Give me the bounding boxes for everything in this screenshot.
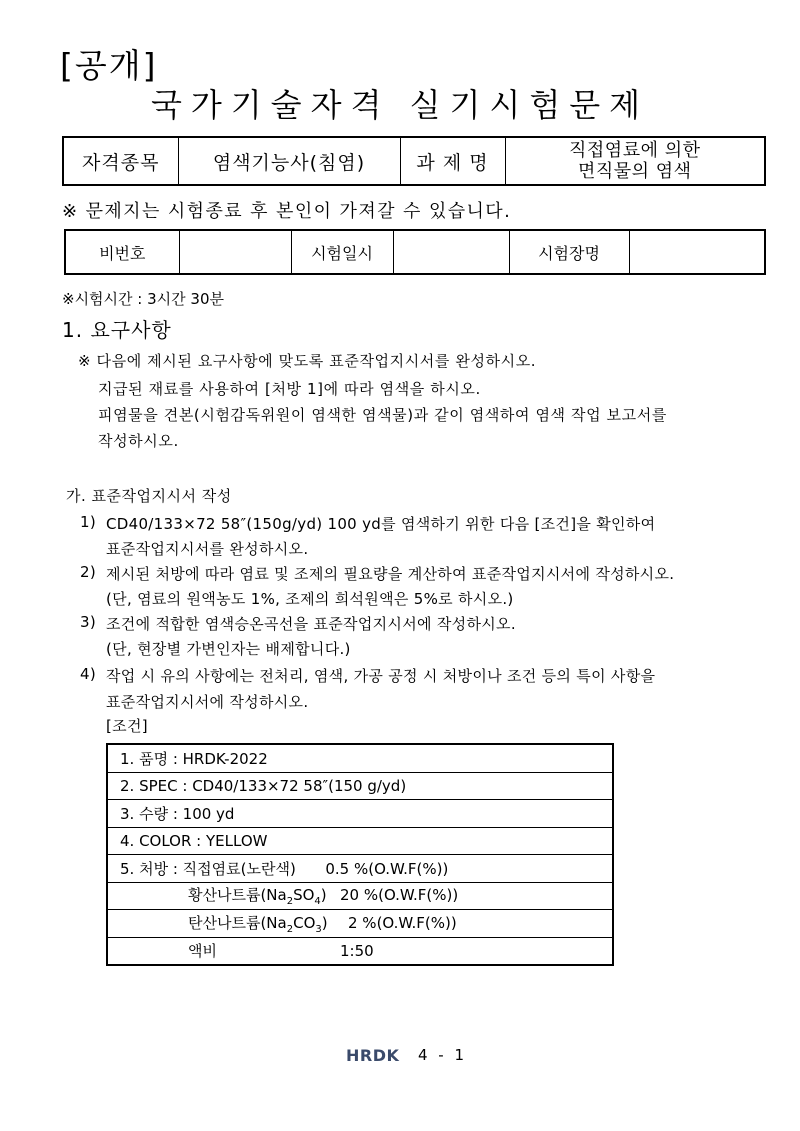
qualification-label: 자격종목 [63, 137, 178, 185]
recipe-name: 직접염료(노란색) [182, 859, 296, 878]
item-line: (단, 현장별 가변인자는 배제합니다.) [106, 640, 351, 658]
recipe-value: 2 %(O.W.F(%)) [348, 913, 457, 932]
requirement-line: ※ 다음에 제시된 요구사항에 맞도록 표준작업지시서를 완성하시오. [78, 352, 537, 370]
item-line: 작업 시 유의 사항에는 전처리, 염색, 가공 공정 시 처방이나 조건 등의 특이 사항을 [106, 667, 656, 685]
hrdk-logo-icon [346, 1046, 408, 1064]
condition-row: 3. 수량 : 100 yd [107, 800, 613, 828]
recipe-name: ) [321, 913, 328, 932]
recipe-value: 20 %(O.W.F(%)) [340, 886, 459, 905]
condition-row: 2. SPEC : CD40/133×72 58″(150 g/yd) [107, 772, 613, 800]
number-label: 비번호 [65, 230, 179, 274]
recipe-prefix: 5. 처방 : [120, 859, 183, 878]
exam-id-table [64, 229, 766, 275]
task-value [505, 137, 765, 185]
recipe-name: 탄산나트륨(Na [188, 913, 287, 932]
subsection-title: 가. 표준작업지시서 작성 [66, 487, 232, 505]
conditions-label: [조건] [106, 717, 148, 735]
condition-row: 4. COLOR : YELLOW [107, 827, 613, 855]
page-footer [346, 1046, 467, 1064]
condition-row [107, 937, 613, 965]
condition-row [107, 882, 613, 910]
item-line: 조건에 적합한 염색승온곡선을 표준작업지시서에 작성하시오. [106, 615, 516, 633]
conditions-table [106, 743, 614, 966]
subscript: 4 [314, 896, 321, 908]
date-value[interactable] [393, 230, 509, 274]
task-label: 과 제 명 [400, 137, 505, 185]
item-line: 표준작업지시서를 완성하시오. [106, 540, 309, 558]
section-title: 1. 요구사항 [62, 318, 172, 342]
requirement-line: 피염물을 견본(시험감독위원이 염색한 염색물)과 같이 염색하여 염색 작업 보고서를 [98, 406, 667, 424]
recipe-name: CO [293, 913, 316, 932]
subscript: 2 [286, 896, 294, 908]
number-value[interactable] [179, 230, 291, 274]
requirement-line: 지급된 재료를 사용하여 [처방 1]에 따라 염색을 하시오. [98, 380, 481, 398]
svg-text:HRDK: HRDK [346, 1046, 400, 1064]
public-tag: [공개] [60, 46, 158, 85]
item-line: (단, 염료의 원액농도 1%, 조제의 희석원액은 5%로 하시오.) [106, 590, 514, 608]
task-line-2: 면직물의 염색 [577, 161, 692, 182]
place-label: 시험장명 [509, 230, 629, 274]
task-line-1: 직접염료에 의한 [569, 140, 701, 161]
subscript: 3 [315, 923, 322, 935]
recipe-name: 액비 [188, 942, 217, 960]
condition-row: 1. 품명 : HRDK-2022 [107, 744, 613, 772]
recipe-value: 1:50 [340, 942, 374, 960]
qualification-info-table [62, 136, 766, 186]
page-number: 4 - 1 [418, 1046, 468, 1064]
condition-row [107, 855, 613, 883]
item-number: 1) [80, 513, 96, 531]
item-number: 4) [80, 665, 96, 683]
requirement-line: 작성하시오. [98, 432, 179, 450]
exam-duration: ※시험시간 : 3시간 30분 [62, 290, 224, 308]
recipe-name: 황산나트륨(Na [188, 886, 287, 905]
item-line: 제시된 처방에 따라 염료 및 조제의 필요량을 계산하여 표준작업지시서에 작성하시오. [106, 565, 675, 583]
recipe-name: SO [293, 886, 315, 905]
notice-text: ※ 문제지는 시험종료 후 본인이 가져갈 수 있습니다. [62, 201, 512, 222]
recipe-name: ) [320, 886, 327, 905]
item-line: 표준작업지시서에 작성하시오. [106, 693, 309, 711]
date-label: 시험일시 [291, 230, 393, 274]
subscript: 2 [286, 923, 294, 935]
condition-row [107, 910, 613, 938]
place-value[interactable] [629, 230, 765, 274]
page-title: 국가기술자격 실기시험문제 [150, 86, 650, 124]
recipe-value: 0.5 %(O.W.F(%)) [325, 859, 449, 878]
qualification-value: 염색기능사(침염) [178, 137, 400, 185]
item-number: 3) [80, 613, 96, 631]
item-line: CD40/133×72 58″(150g/yd) 100 yd를 염색하기 위한 다음 [조건]을 확인하여 [106, 515, 656, 533]
item-number: 2) [80, 563, 96, 581]
